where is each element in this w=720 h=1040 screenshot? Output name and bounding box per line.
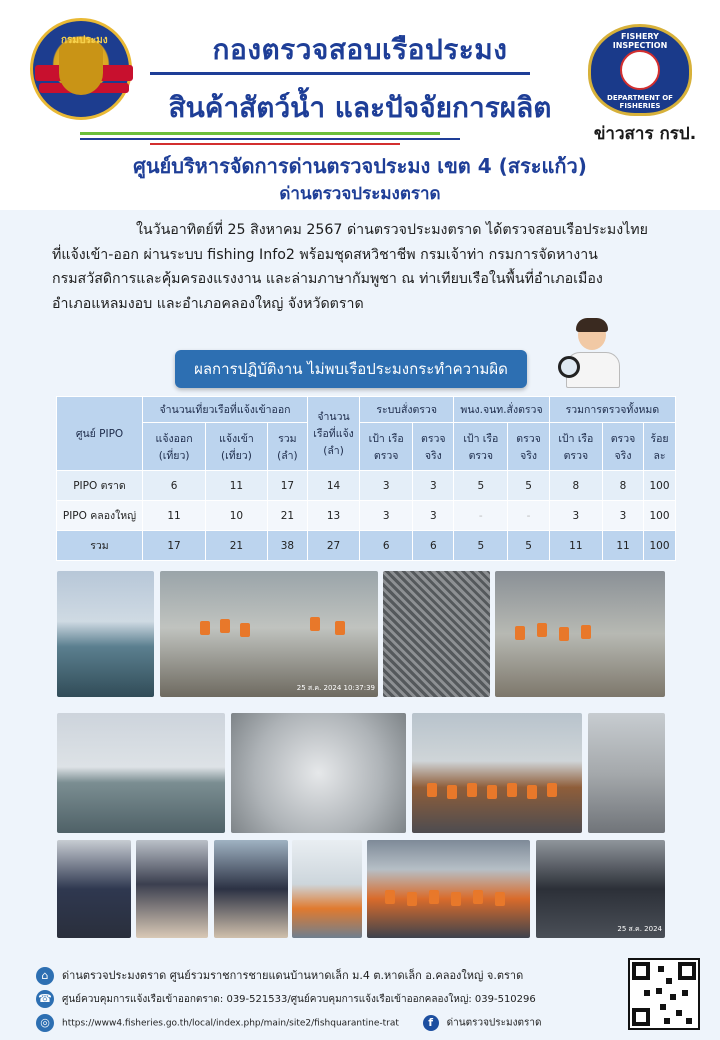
photo-fishing-net <box>383 571 490 697</box>
photo-boat-at-sea <box>57 713 225 833</box>
cell: 6 <box>360 531 413 561</box>
cell: 11 <box>143 501 206 531</box>
col-header-sys-target: เป้า เรือตรวจ <box>360 423 413 471</box>
col-group-total: รวมการตรวจทั้งหมด <box>549 397 675 423</box>
photo-document-check <box>214 840 288 938</box>
cell: 100 <box>644 501 676 531</box>
photo-timestamp: 25 ส.ค. 2024 10:37:39 <box>296 684 375 692</box>
col-group-system: ระบบสั่งตรวจ <box>360 397 454 423</box>
phone-icon: ☎ <box>36 990 54 1008</box>
header <box>0 0 720 210</box>
badge-bottom-text: DEPARTMENT OF FISHERIES <box>607 94 673 110</box>
footer-address <box>36 966 523 985</box>
cell: 11 <box>206 471 268 501</box>
cell: 3 <box>360 501 413 531</box>
photo-officer-paperwork <box>57 840 131 938</box>
col-header-tot-actual: ตรวจจริง <box>603 423 644 471</box>
cell: 11 <box>549 531 602 561</box>
table-row <box>57 501 676 531</box>
cell: 8 <box>549 471 602 501</box>
logo-text: กรมประมง <box>61 35 108 46</box>
col-header-sum: รวม (ลำ) <box>267 423 307 471</box>
col-group-trips: จำนวนเที่ยวเรือที่แจ้งเข้าออก <box>143 397 308 423</box>
photo-dock-officers <box>588 713 665 833</box>
row-name: PIPO ตราด <box>57 471 143 501</box>
photo-crew-lineup <box>495 571 665 697</box>
qr-code[interactable] <box>628 958 700 1030</box>
paragraph-line: ในวันอาทิตย์ที่ 25 สิงหาคม 2567 ด่านตรวจประมงตราด ได้ตรวจสอบเรือประมงไทย <box>136 222 648 238</box>
cell: 17 <box>267 471 307 501</box>
magnifier-icon <box>558 356 580 378</box>
cell: 6 <box>413 531 454 561</box>
divider <box>80 132 440 135</box>
footer-phone <box>36 990 536 1008</box>
center-title: ศูนย์บริหารจัดการด่านตรวจประมง เขต 4 (สระแก้ว) <box>133 154 587 178</box>
col-header-off-actual: ตรวจจริง <box>508 423 549 471</box>
photo-catch-inspection <box>231 713 406 833</box>
home-icon: ⌂ <box>36 967 54 985</box>
photo-crew-group <box>412 713 582 833</box>
news-label: ข่าวสาร กรป. <box>593 124 697 144</box>
result-banner: ผลการปฏิบัติงาน ไม่พบเรือประมงกระทำความผิด <box>175 350 527 388</box>
col-header-out: แจ้งออก (เที่ยว) <box>143 423 206 471</box>
photo-timestamp: 25 ส.ค. 2024 <box>617 925 662 933</box>
cell: 17 <box>143 531 206 561</box>
address-text: ด่านตรวจประมงตราด ศูนย์รวมราชการชายแดนบ้านหาดเล็ก ม.4 ต.หาดเล็ก อ.คลองใหญ่ จ.ตราด <box>62 969 524 982</box>
fishery-inspection-badge <box>588 24 692 116</box>
cell: 21 <box>267 501 307 531</box>
col-header-in: แจ้งเข้า (เที่ยว) <box>206 423 268 471</box>
photo-truck <box>292 840 362 938</box>
col-header-sys-actual: ตรวจจริง <box>413 423 454 471</box>
col-header-tot-target: เป้า เรือตรวจ <box>549 423 602 471</box>
col-header-boats: จำนวนเรือที่แจ้ง (ลำ) <box>308 397 360 471</box>
facebook-icon: f <box>423 1015 439 1031</box>
cell: 6 <box>143 471 206 501</box>
photo-crew-lineup-dock <box>367 840 530 938</box>
cell: 10 <box>206 501 268 531</box>
cell: 5 <box>454 531 508 561</box>
cell: 27 <box>308 531 360 561</box>
divider <box>150 143 400 145</box>
cell: 13 <box>308 501 360 531</box>
globe-icon: ◎ <box>36 1014 54 1032</box>
cell: 5 <box>454 471 508 501</box>
cell: 14 <box>308 471 360 501</box>
paragraph-line: กรมสวัสดิการและคุ้มครองแรงงาน และล่ามภาษากัมพูชา ณ ท่าเทียบเรือในพื้นที่อำเภอเมือง <box>52 271 603 287</box>
website-link[interactable]: https://www4.fisheries.go.th/local/index.php/main/site2/fishquarantine-trat <box>62 1018 399 1029</box>
report-paragraph <box>52 218 682 316</box>
cell: 100 <box>644 531 676 561</box>
paragraph-line: ที่แจ้งเข้า-ออก ผ่านระบบ fishing Info2 พร้อมชุดสหวิชาชีพ กรมเจ้าท่า กรมการจัดหางาน <box>52 246 598 263</box>
col-group-officer: พนง.จนท.สั่งตรวจ <box>454 397 549 423</box>
department-of-fisheries-logo <box>30 18 132 120</box>
cell: 5 <box>508 531 549 561</box>
badge-top-text: FISHERY INSPECTION <box>612 32 668 50</box>
footer-web <box>36 1014 541 1032</box>
row-name: รวม <box>57 531 143 561</box>
photo-officer-interview <box>136 840 208 938</box>
cell: 38 <box>267 531 307 561</box>
checkpoint-title: ด่านตรวจประมงตราด <box>279 184 441 204</box>
cell: 3 <box>549 501 602 531</box>
cell: 8 <box>603 471 644 501</box>
cell: - <box>508 501 549 531</box>
cell: 11 <box>603 531 644 561</box>
cell: 100 <box>644 471 676 501</box>
row-name: PIPO คลองใหญ่ <box>57 501 143 531</box>
main-title-line2: สินค้าสัตว์น้ำ และปัจจัยการผลิต <box>168 91 552 124</box>
inspection-results-table <box>56 396 676 561</box>
col-header-pipo: ศูนย์ PIPO <box>57 397 143 471</box>
cell: 3 <box>413 471 454 501</box>
table-total-row <box>57 531 676 561</box>
main-title-line1: กองตรวจสอบเรือประมง <box>212 33 508 66</box>
divider <box>150 72 530 75</box>
divider <box>80 138 460 140</box>
col-header-percent: ร้อยละ <box>644 423 676 471</box>
cell: 5 <box>508 471 549 501</box>
inspector-illustration-icon <box>562 318 622 388</box>
facebook-link[interactable]: ด่านตรวจประมงตราด <box>446 1017 542 1029</box>
photo-van-inspection <box>536 840 665 938</box>
cell: 3 <box>603 501 644 531</box>
cell: 3 <box>360 471 413 501</box>
table-row <box>57 471 676 501</box>
col-header-off-target: เป้า เรือตรวจ <box>454 423 508 471</box>
phone-text: ศูนย์ควบคุมการแจ้งเรือเข้าออกตราด: 039-521533/ศูนย์ควบคุมการแจ้งเรือเข้าออกคลองใหญ่: 039-510296 <box>62 994 536 1005</box>
cell: 21 <box>206 531 268 561</box>
photo-fishing-boat <box>57 571 154 697</box>
cell: - <box>454 501 508 531</box>
cell: 3 <box>413 501 454 531</box>
photo-crew-inspection <box>160 571 378 697</box>
paragraph-line: อำเภอแหลมงอบ และอำเภอคลองใหญ่ จังหวัดตราด <box>52 295 364 312</box>
